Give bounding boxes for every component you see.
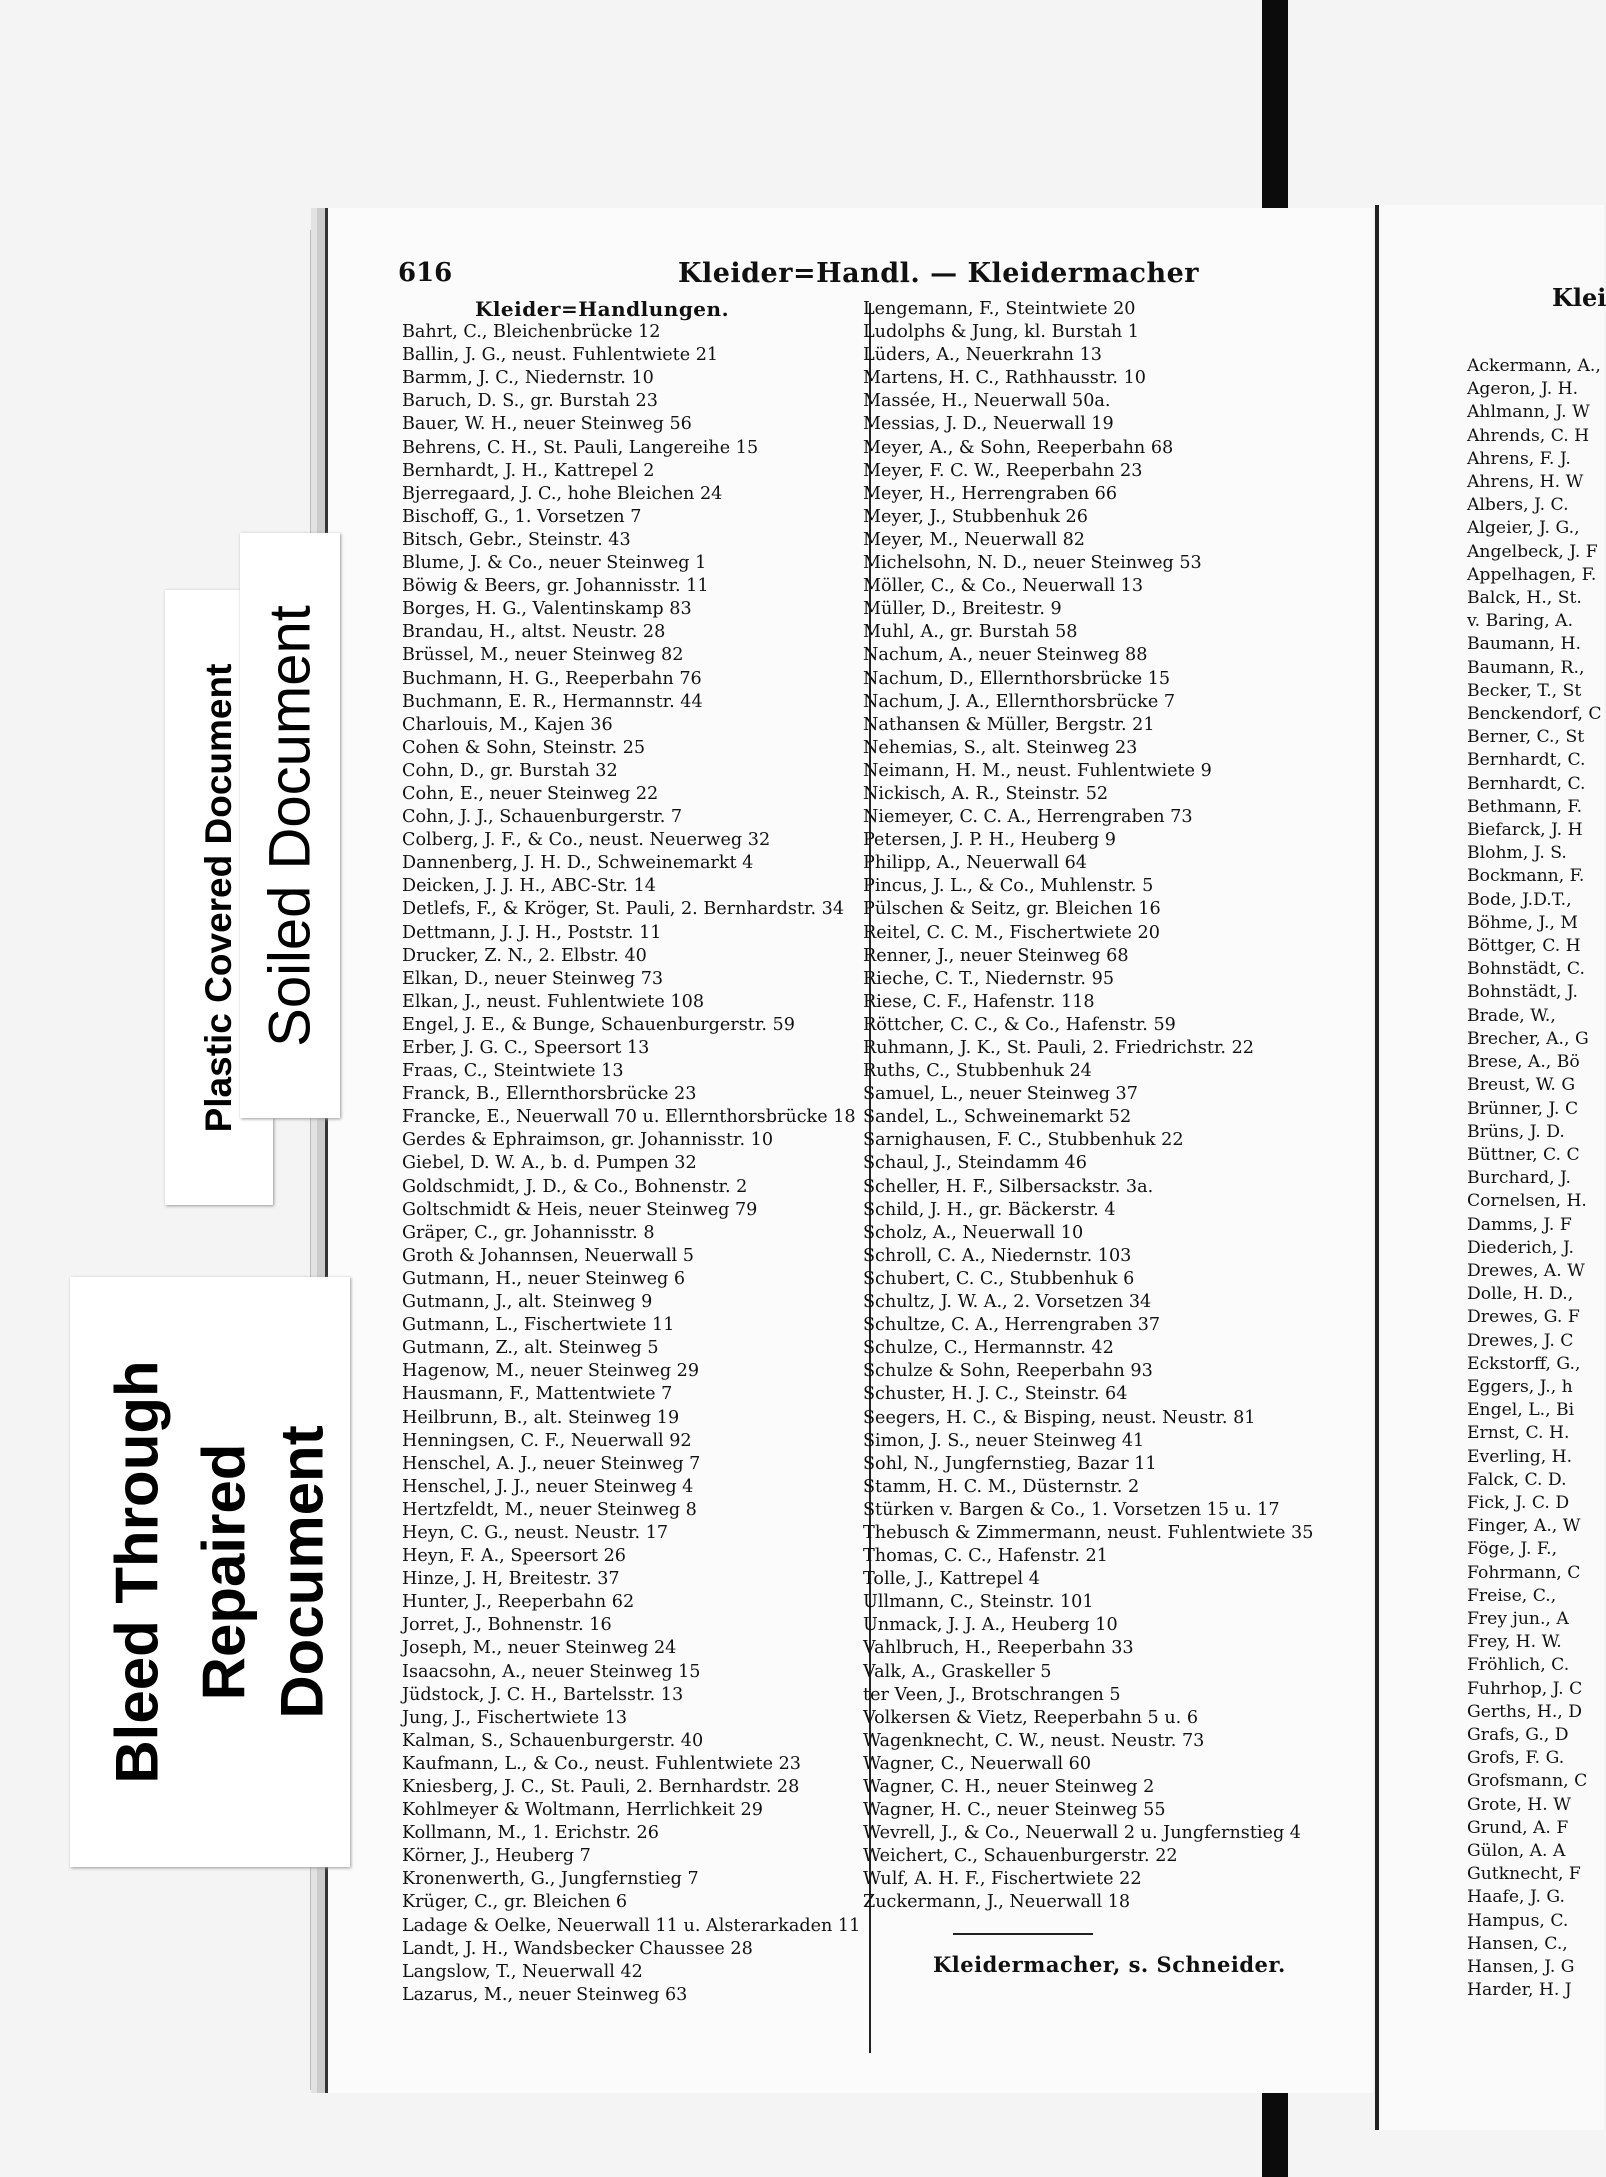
- directory-entry: Meyer, F. C. W., Reeperbahn 23: [863, 460, 1143, 481]
- directory-entry: Ludolphs & Jung, kl. Burstah 1: [863, 322, 1139, 343]
- section-heading: Kleider=Handlungen.: [474, 297, 730, 321]
- facing-entry: Eggers, J., h: [1467, 1376, 1573, 1397]
- directory-entry: Thomas, C. C., Hafenstr. 21: [863, 1546, 1108, 1567]
- directory-entry: Wagenknecht, C. W., neust. Neustr. 73: [863, 1730, 1205, 1751]
- directory-entry: Henschel, A. J., neuer Steinweg 7: [402, 1453, 701, 1474]
- facing-page-column: [1467, 355, 1602, 2002]
- tag-soiled-label: Soiled Document: [257, 604, 323, 1047]
- directory-entry: Schuster, H. J. C., Steinstr. 64: [863, 1384, 1128, 1405]
- tag-bleed-through-label: Bleed Through: [103, 1360, 171, 1784]
- directory-entry: Scheller, H. F., Silbersackstr. 3a.: [863, 1176, 1154, 1197]
- facing-entry: Breust, W. G: [1467, 1075, 1576, 1096]
- directory-entry: Kalman, S., Schauenburgerstr. 40: [402, 1730, 704, 1751]
- directory-entry: Niemeyer, C. C. A., Herrengraben 73: [863, 807, 1193, 828]
- facing-entry: Ahrens, F. J.: [1467, 448, 1571, 469]
- facing-page: [1375, 205, 1604, 2130]
- directory-entry: Meyer, M., Neuerwall 82: [863, 529, 1085, 550]
- directory-entry: Nickisch, A. R., Steinstr. 52: [863, 783, 1109, 804]
- directory-entry: Wulf, A. H. F., Fischertwiete 22: [863, 1869, 1142, 1890]
- facing-entry: Gerths, H., D: [1467, 1701, 1583, 1722]
- scanner-clamp-top: [1262, 0, 1288, 215]
- facing-entry: Ageron, J. H.: [1467, 379, 1579, 400]
- facing-entry: Appelhagen, F.: [1467, 564, 1597, 585]
- directory-entry: Cohn, D., gr. Burstah 32: [402, 760, 618, 781]
- directory-entry: Kaufmann, L., & Co., neust. Fuhlentwiete 23: [402, 1753, 801, 1774]
- directory-entry: Reitel, C. C. M., Fischertwiete 20: [863, 922, 1160, 943]
- tag-plastic-covered-label: Plastic Covered Document: [198, 663, 239, 1132]
- directory-entry: Gerdes & Ephraimson, gr. Johannisstr. 10: [402, 1130, 774, 1151]
- directory-entry: Neimann, H. M., neust. Fuhlentwiete 9: [863, 760, 1212, 781]
- facing-entry: Bode, J.D.T.,: [1467, 889, 1572, 910]
- directory-entry: Nachum, J. A., Ellernthorsbrücke 7: [863, 691, 1176, 712]
- facing-entry: Everling, H.: [1467, 1446, 1573, 1467]
- directory-entry: Hinze, J. H, Breitestr. 37: [402, 1569, 620, 1590]
- directory-entry: Lüders, A., Neuerkrahn 13: [863, 345, 1102, 366]
- facing-entry: Drewes, A. W: [1467, 1260, 1585, 1281]
- directory-entry: Hunter, J., Reeperbahn 62: [402, 1592, 635, 1613]
- facing-entry: Angelbeck, J. F: [1467, 541, 1598, 562]
- facing-entry: Grote, H. W: [1467, 1794, 1571, 1815]
- directory-entry: Valk, A., Graskeller 5: [863, 1661, 1052, 1682]
- facing-entry: Drewes, J. C: [1467, 1330, 1574, 1351]
- directory-entry: Seegers, H. C., & Bisping, neust. Neustr. 81: [863, 1407, 1256, 1428]
- directory-entry: Zuckermann, J., Neuerwall 18: [863, 1892, 1131, 1913]
- right-column: [863, 298, 1373, 1976]
- facing-entry: Bohnstädt, C.: [1467, 959, 1585, 980]
- directory-entry: Meyer, H., Herrengraben 66: [863, 483, 1118, 504]
- directory-entry: Volkersen & Vietz, Reeperbahn 5 u. 6: [863, 1707, 1199, 1728]
- facing-entry: Grund, A. F: [1467, 1817, 1569, 1838]
- facing-entry: Hampus, C.: [1467, 1910, 1569, 1931]
- directory-entry: Erber, J. G. C., Speersort 13: [402, 1038, 650, 1058]
- directory-entry: Drucker, Z. N., 2. Elbstr. 40: [402, 945, 647, 966]
- facing-entry: Dolle, H. D.,: [1467, 1284, 1574, 1305]
- tag-document-label: Document: [268, 1425, 336, 1719]
- facing-entry: Brese, A., Bö: [1467, 1052, 1580, 1073]
- facing-entry: Frey jun., A: [1467, 1608, 1569, 1629]
- directory-entry: Franck, B., Ellernthorsbrücke 23: [402, 1084, 697, 1105]
- directory-entry: Gutmann, H., neuer Steinweg 6: [402, 1268, 686, 1289]
- directory-entry: Sandel, L., Schweinemarkt 52: [863, 1107, 1132, 1128]
- directory-entry: Schulze, C., Hermannstr. 42: [863, 1338, 1114, 1359]
- facing-entry: Fohrmann, C: [1467, 1562, 1581, 1583]
- directory-entry: Hausmann, F., Mattentwiete 7: [402, 1384, 673, 1405]
- directory-entry: Bauer, W. H., neuer Steinweg 56: [402, 414, 692, 435]
- directory-entry: Meyer, A., & Sohn, Reeperbahn 68: [863, 437, 1174, 458]
- directory-entry: Hagenow, M., neuer Steinweg 29: [402, 1361, 700, 1382]
- directory-entry: Behrens, C. H., St. Pauli, Langereihe 15: [402, 437, 759, 458]
- directory-entry: Bitsch, Gebr., Steinstr. 43: [402, 529, 631, 550]
- directory-entry: Renner, J., neuer Steinweg 68: [863, 945, 1129, 966]
- directory-entry: Ladage & Oelke, Neuerwall 11 u. Alsterarkaden 11: [402, 1915, 861, 1936]
- directory-entry: Schulze & Sohn, Reeperbahn 93: [863, 1361, 1153, 1382]
- directory-entry: Henningsen, C. F., Neuerwall 92: [402, 1430, 692, 1451]
- directory-entry: Philipp, A., Neuerwall 64: [863, 853, 1087, 874]
- directory-entry: Möller, C., & Co., Neuerwall 13: [863, 576, 1144, 597]
- directory-entry: Meyer, J., Stubbenhuk 26: [863, 506, 1088, 527]
- directory-entry: Gutmann, L., Fischertwiete 11: [402, 1315, 675, 1336]
- facing-entry: Fick, J. C. D: [1467, 1492, 1570, 1513]
- directory-entry: Wagner, C. H., neuer Steinweg 2: [863, 1777, 1155, 1797]
- facing-entry: Brade, W.,: [1467, 1005, 1556, 1026]
- directory-entry: Stürken v. Bargen & Co., 1. Vorsetzen 15 u. 17: [863, 1499, 1280, 1520]
- facing-entry: Diederich, J.: [1467, 1237, 1574, 1258]
- facing-entry: Brüns, J. D.: [1467, 1121, 1565, 1142]
- running-head: Kleider=Handl. — Kleidermacher: [678, 258, 1200, 289]
- directory-entry: Lengemann, F., Steintwiete 20: [863, 299, 1136, 319]
- facing-entry: Albers, J. C.: [1467, 495, 1569, 516]
- directory-entry: Kniesberg, J. C., St. Pauli, 2. Bernhardstr. 28: [402, 1777, 800, 1797]
- facing-entry: Berner, C., St: [1467, 727, 1585, 748]
- directory-entry: Ruths, C., Stubbenhuk 24: [863, 1061, 1092, 1082]
- facing-entry: Finger, A., W: [1467, 1516, 1581, 1537]
- directory-entry: Gutmann, J., alt. Steinweg 9: [402, 1292, 653, 1313]
- section-separator: [953, 1933, 1093, 1935]
- facing-entry: Frey, H. W.: [1467, 1632, 1562, 1653]
- directory-entry: Muhl, A., gr. Burstah 58: [863, 622, 1078, 643]
- tag-repaired-label: Repaired: [190, 1443, 258, 1701]
- directory-entry: Pülschen & Seitz, gr. Bleichen 16: [863, 899, 1161, 920]
- facing-entry: Böttger, C. H: [1467, 936, 1581, 957]
- scanner-clamp-bottom: [1262, 2080, 1288, 2177]
- facing-entry: Hansen, C.,: [1467, 1933, 1568, 1954]
- directory-entry: Gräper, C., gr. Johannisstr. 8: [402, 1222, 655, 1243]
- facing-entry: Bethmann, F.: [1467, 796, 1583, 817]
- directory-entry: Nachum, A., neuer Steinweg 88: [863, 645, 1148, 666]
- directory-entry: Dettmann, J. J. H., Poststr. 11: [402, 922, 662, 943]
- directory-entry: Heilbrunn, B., alt. Steinweg 19: [402, 1407, 680, 1428]
- page-number: 616: [398, 258, 453, 288]
- directory-entry: Landt, J. H., Wandsbecker Chaussee 28: [402, 1938, 753, 1959]
- directory-entry: Cohn, E., neuer Steinweg 22: [402, 783, 659, 804]
- directory-entry: Goldschmidt, J. D., & Co., Bohnenstr. 2: [402, 1176, 748, 1197]
- directory-entry: Bischoff, G., 1. Vorsetzen 7: [402, 506, 642, 527]
- directory-entry: Pincus, J. L., & Co., Muhlenstr. 5: [863, 876, 1154, 897]
- facing-entry: v. Baring, A.: [1467, 611, 1574, 632]
- facing-entry: Bernhardt, C.: [1467, 773, 1586, 794]
- directory-entry: Groth & Johannsen, Neuerwall 5: [402, 1245, 694, 1266]
- facing-entry: Engel, L., Bi: [1467, 1400, 1575, 1421]
- directory-entry: Giebel, D. W. A., b. d. Pumpen 32: [402, 1153, 697, 1174]
- directory-entry: Sohl, N., Jungfernstieg, Bazar 11: [863, 1453, 1157, 1474]
- facing-entry: Balck, H., St.: [1467, 588, 1582, 609]
- directory-entry: Röttcher, C. C., & Co., Hafenstr. 59: [863, 1014, 1176, 1035]
- facing-entry: Bohnstädt, J.: [1467, 982, 1578, 1003]
- directory-entry: Kohlmeyer & Woltmann, Herrlichkeit 29: [402, 1800, 763, 1821]
- directory-entry: Sarnighausen, F. C., Stubbenhuk 22: [863, 1130, 1184, 1151]
- directory-entry: Bahrt, C., Bleichenbrücke 12: [402, 322, 661, 343]
- directory-entry: Hertzfeldt, M., neuer Steinweg 8: [402, 1499, 697, 1520]
- directory-entry: Müller, D., Breitestr. 9: [863, 599, 1062, 620]
- facing-entry: Harder, H. J: [1467, 1980, 1572, 2001]
- directory-entry: Jorret, J., Bohnenstr. 16: [402, 1615, 612, 1636]
- facing-entry: Freise, C.,: [1467, 1585, 1557, 1606]
- directory-entry: Fraas, C., Steintwiete 13: [402, 1061, 624, 1082]
- directory-entry: Colberg, J. F., & Co., neust. Neuerweg 32: [402, 830, 771, 851]
- facing-entry: Drewes, G. F: [1467, 1307, 1580, 1328]
- directory-entry: Ballin, J. G., neust. Fuhlentwiete 21: [402, 345, 719, 366]
- facing-entry: Böhme, J., M: [1467, 912, 1578, 933]
- directory-entry: Rieche, C. T., Niedernstr. 95: [863, 968, 1115, 989]
- directory-entry: Henschel, J. J., neuer Steinweg 4: [402, 1476, 694, 1497]
- directory-entry: Simon, J. S., neuer Steinweg 41: [863, 1430, 1145, 1451]
- directory-entry: Heyn, F. A., Speersort 26: [402, 1546, 626, 1567]
- directory-entry: Blume, J. & Co., neuer Steinweg 1: [402, 553, 707, 574]
- facing-entry: Grafs, G., D: [1467, 1724, 1569, 1745]
- directory-entry: Nachum, D., Ellernthorsbrücke 15: [863, 668, 1171, 689]
- facing-entry: Burchard, J.: [1467, 1168, 1572, 1189]
- facing-entry: Hansen, J. G: [1467, 1957, 1575, 1978]
- directory-entry: Lazarus, M., neuer Steinweg 63: [402, 1984, 688, 2005]
- directory-entry: Scholz, A., Neuerwall 10: [863, 1222, 1084, 1243]
- left-page: [325, 208, 1373, 2093]
- directory-entry: Böwig & Beers, gr. Johannisstr. 11: [402, 576, 709, 597]
- facing-entry: Fröhlich, C.: [1467, 1655, 1570, 1676]
- directory-entry: Baruch, D. S., gr. Burstah 23: [402, 391, 658, 412]
- directory-entry: Tolle, J., Kattrepel 4: [863, 1569, 1040, 1590]
- directory-entry: Schultz, J. W. A., 2. Vorsetzen 34: [863, 1292, 1152, 1313]
- facing-entry: Baumann, H.: [1467, 634, 1582, 655]
- directory-entry: Schubert, C. C., Stubbenhuk 6: [863, 1268, 1135, 1289]
- directory-entry: Körner, J., Heuberg 7: [402, 1846, 591, 1867]
- directory-entry: Stamm, H. C. M., Düsternstr. 2: [863, 1476, 1140, 1497]
- directory-entry: Kronenwerth, G., Jungfernstieg 7: [402, 1869, 699, 1890]
- directory-entry: Massée, H., Neuerwall 50a.: [863, 391, 1111, 412]
- directory-entry: Brandau, H., altst. Neustr. 28: [402, 622, 666, 643]
- directory-entry: Michelsohn, N. D., neuer Steinweg 53: [863, 553, 1202, 574]
- facing-entry: Ahrens, H. W: [1467, 472, 1584, 493]
- directory-entry: Thebusch & Zimmermann, neust. Fuhlentwiete 35: [863, 1522, 1314, 1543]
- directory-entry: Goltschmidt & Heis, neuer Steinweg 79: [402, 1199, 758, 1220]
- tag-bleed-repaired: [70, 1277, 350, 1867]
- directory-entry: Samuel, L., neuer Steinweg 37: [863, 1084, 1138, 1105]
- facing-entry: Blohm, J. S.: [1467, 843, 1567, 864]
- directory-entry: Charlouis, M., Kajen 36: [402, 714, 613, 735]
- directory-entry: Jüdstock, J. C. H., Bartelsstr. 13: [402, 1684, 684, 1705]
- directory-entry: Detlefs, F., & Kröger, St. Pauli, 2. Bernhardstr. 34: [402, 899, 845, 920]
- facing-entry: Ernst, C. H.: [1467, 1423, 1570, 1444]
- directory-entry: Buchmann, H. G., Reeperbahn 76: [402, 668, 702, 689]
- directory-entry: Buchmann, E. R., Hermannstr. 44: [402, 691, 703, 712]
- facing-entry: Bernhardt, C.: [1467, 750, 1586, 771]
- directory-entry: Unmack, J. J. A., Heuberg 10: [863, 1615, 1118, 1636]
- facing-entry: Falck, C. D.: [1467, 1469, 1567, 1490]
- facing-entry: Ahlmann, J. W: [1467, 402, 1590, 423]
- directory-entry: Ullmann, C., Steinstr. 101: [863, 1592, 1094, 1613]
- facing-entry: Grofs, F. G.: [1467, 1748, 1565, 1769]
- directory-entry: Schroll, C. A., Niedernstr. 103: [863, 1245, 1132, 1266]
- facing-entry: Eckstorff, G.,: [1467, 1353, 1581, 1374]
- facing-entry: Damms, J. F: [1467, 1214, 1572, 1235]
- directory-entry: Cohen & Sohn, Steinstr. 25: [402, 737, 646, 758]
- directory-entry: Vahlbruch, H., Reeperbahn 33: [863, 1638, 1134, 1659]
- directory-entry: Messias, J. D., Neuerwall 19: [863, 414, 1114, 435]
- directory-entry: Wagner, C., Neuerwall 60: [863, 1753, 1092, 1774]
- facing-entry: Büttner, C. C: [1467, 1144, 1580, 1165]
- facing-entry: Brecher, A., G: [1467, 1028, 1589, 1049]
- directory-entry: Riese, C. F., Hafenstr. 118: [863, 991, 1095, 1012]
- facing-entry: Ahrends, C. H: [1467, 425, 1590, 446]
- directory-entry: Krüger, C., gr. Bleichen 6: [402, 1892, 628, 1913]
- facing-entry: Ackermann, A.,: [1467, 356, 1601, 376]
- directory-entry: Ruhmann, J. K., St. Pauli, 2. Friedrichstr. 22: [863, 1038, 1255, 1058]
- facing-entry: Fuhrhop, J. C: [1467, 1678, 1583, 1699]
- directory-entry: Joseph, M., neuer Steinweg 24: [402, 1638, 677, 1659]
- facing-entry: Haafe, J. G.: [1467, 1887, 1566, 1908]
- facing-entry: Brünner, J. C: [1467, 1098, 1579, 1119]
- facing-page-title: Klei: [1552, 283, 1606, 312]
- directory-entry: Barmm, J. C., Niedernstr. 10: [402, 368, 654, 389]
- directory-entry: Gutmann, Z., alt. Steinweg 5: [402, 1338, 659, 1359]
- directory-entry: Engel, J. E., & Bunge, Schauenburgerstr. 59: [402, 1014, 795, 1035]
- directory-entry: Wagner, H. C., neuer Steinweg 55: [863, 1800, 1166, 1821]
- facing-entry: Gülon, A. A: [1467, 1841, 1566, 1861]
- page-header: [328, 258, 1373, 298]
- directory-entry: Weichert, C., Schauenburgerstr. 22: [863, 1846, 1178, 1867]
- directory-entry: Deicken, J. J. H., ABC-Str. 14: [402, 876, 656, 897]
- directory-entry: Heyn, C. G., neust. Neustr. 17: [402, 1522, 669, 1543]
- directory-entry: Borges, H. G., Valentinskamp 83: [402, 599, 692, 620]
- facing-entry: Becker, T., St: [1467, 680, 1582, 701]
- directory-entry: Isaacsohn, A., neuer Steinweg 15: [402, 1661, 701, 1682]
- directory-entry: Wevrell, J., & Co., Neuerwall 2 u. Jungfernstieg 4: [863, 1823, 1301, 1844]
- directory-entry: Nathansen & Müller, Bergstr. 21: [863, 714, 1155, 735]
- directory-entry: Schild, J. H., gr. Bäckerstr. 4: [863, 1199, 1116, 1220]
- facing-entry: Bockmann, F.: [1467, 866, 1585, 887]
- directory-entry: Langslow, T., Neuerwall 42: [402, 1961, 643, 1982]
- directory-entry: ter Veen, J., Brotschrangen 5: [863, 1684, 1121, 1705]
- kleidermacher-heading: Kleidermacher, s. Schneider.: [933, 1951, 1286, 1977]
- tag-soiled: [240, 533, 340, 1118]
- directory-entry: Schultze, C. A., Herrengraben 37: [863, 1315, 1161, 1336]
- directory-entry: Martens, H. C., Rathhausstr. 10: [863, 368, 1146, 389]
- directory-entry: Kollmann, M., 1. Erichstr. 26: [402, 1823, 659, 1844]
- directory-entry: Petersen, J. P. H., Heuberg 9: [863, 830, 1116, 851]
- facing-entry: Föge, J. F.,: [1467, 1539, 1558, 1560]
- facing-entry: Algeier, J. G.,: [1467, 518, 1580, 539]
- facing-entry: Cornelsen, H.: [1467, 1191, 1587, 1212]
- directory-entry: Bjerregaard, J. C., hohe Bleichen 24: [402, 483, 723, 504]
- facing-entry: Benckendorf, C: [1467, 704, 1602, 725]
- left-column: [402, 298, 862, 2007]
- facing-entry: Biefarck, J. H: [1467, 820, 1583, 841]
- facing-entry: Gutknecht, F: [1467, 1864, 1581, 1885]
- directory-entry: Jung, J., Fischertwiete 13: [402, 1707, 628, 1728]
- facing-entry: Baumann, R.,: [1467, 657, 1585, 678]
- directory-entry: Brüssel, M., neuer Steinweg 82: [402, 645, 684, 666]
- directory-entry: Cohn, J. J., Schauenburgerstr. 7: [402, 807, 683, 828]
- directory-entry: Nehemias, S., alt. Steinweg 23: [863, 737, 1138, 758]
- directory-entry: Francke, E., Neuerwall 70 u. Ellernthorsbrücke 18: [402, 1107, 856, 1128]
- directory-entry: Dannenberg, J. H. D., Schweinemarkt 4: [402, 853, 754, 874]
- directory-entry: Elkan, D., neuer Steinweg 73: [402, 968, 664, 989]
- facing-entry: Grofsmann, C: [1467, 1771, 1588, 1792]
- directory-entry: Schaul, J., Steindamm 46: [863, 1153, 1087, 1174]
- directory-entry: Bernhardt, J. H., Kattrepel 2: [402, 460, 655, 481]
- directory-entry: Elkan, J., neust. Fuhlentwiete 108: [402, 991, 705, 1012]
